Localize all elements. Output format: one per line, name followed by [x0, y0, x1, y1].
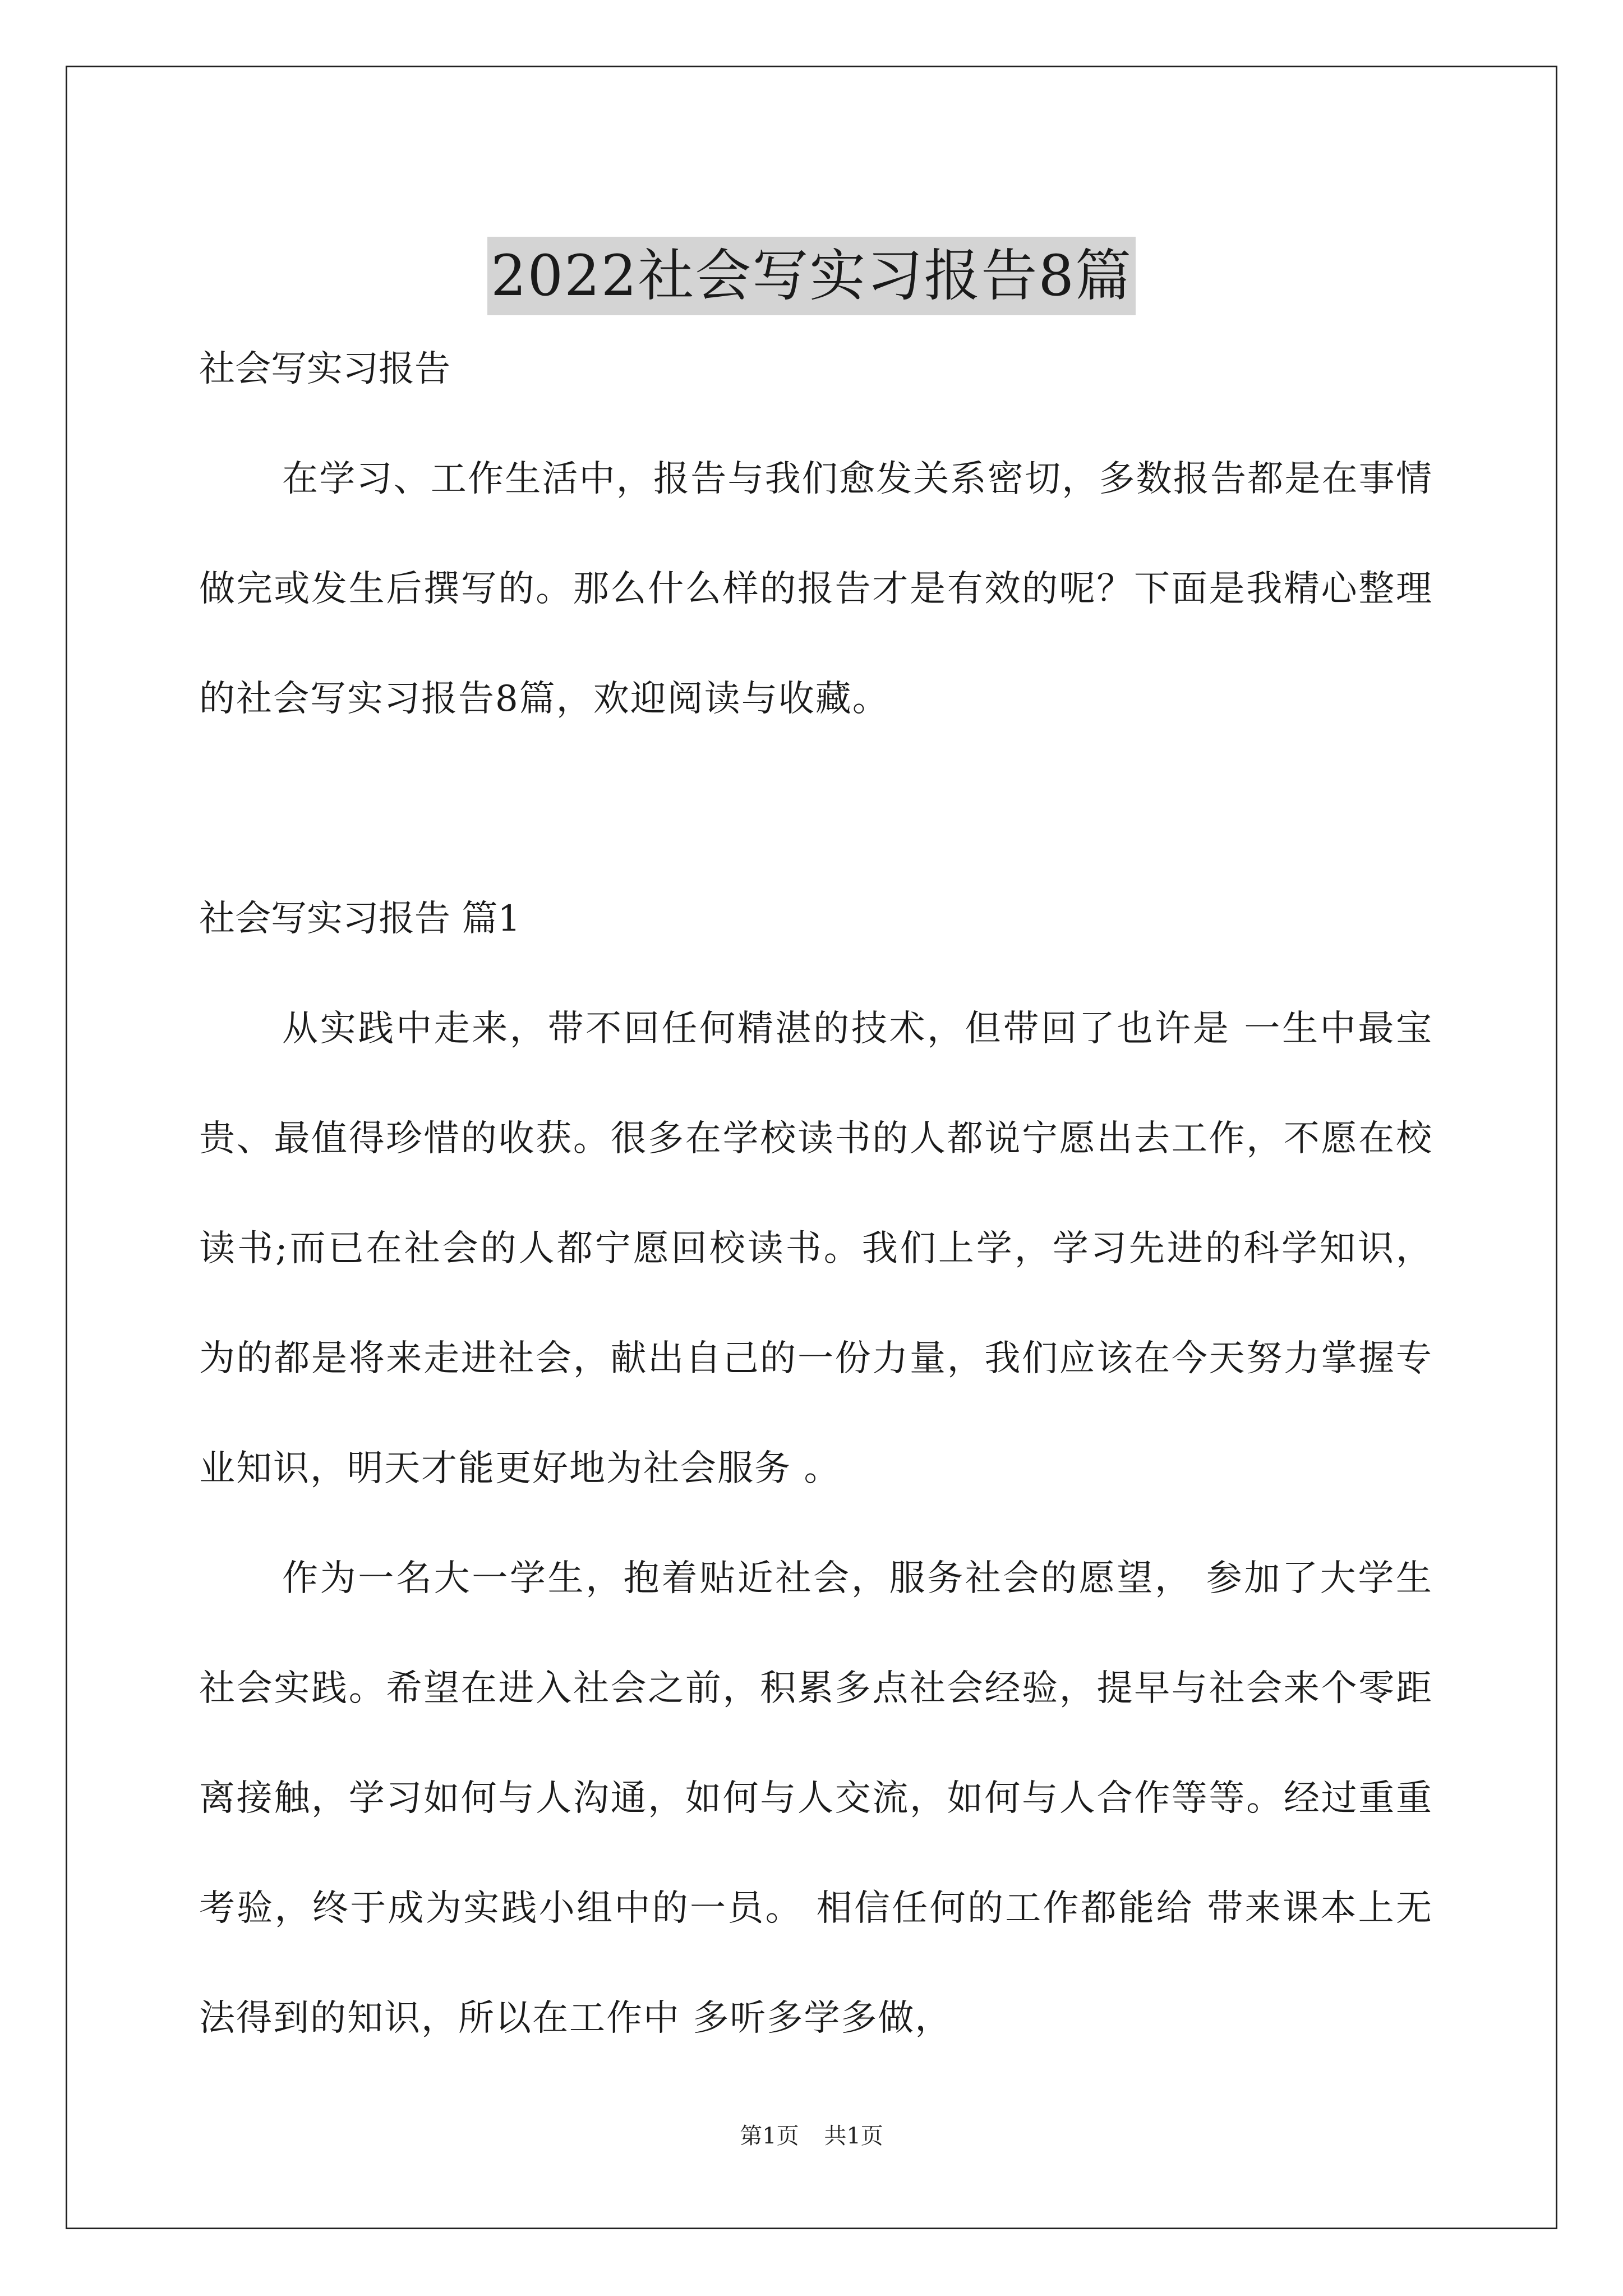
- intro-paragraph: 在学习、工作生活中，报告与我们愈发关系密切，多数报告都是在事情做完或发生后撰写的。那么什么样的报告才是有效的呢？下面是我精心整理的社会写实习报告8篇，欢迎阅读与收藏。: [199, 458, 1433, 720]
- page-total: 共1页: [824, 2123, 883, 2149]
- section1-paragraph-2: 作为一名大一学生，抱着贴近社会，服务社会的愿望， 参加了大学生社会实践。希望在进入社会之前，积累多点社会经验，提早与社会来个零距离接触，学习如何与人沟通，如何与人交流，如何与人合作等等。经过重重考验，终于成为实践小组中的一员。 相信任何的工作都能给 带来课本上无法得到的知识，所以在工作中 多听多学多做，: [199, 1558, 1433, 2039]
- section-spacer: [199, 754, 1433, 864]
- document-body: [199, 314, 1433, 2073]
- section1-heading: 社会写实习报告 篇1: [199, 898, 521, 940]
- section1-paragraph-1: 从实践中走来，带不回任何精湛的技术，但带回了也许是 一生中最宝贵、最值得珍惜的收获。很多在学校读书的人都说宁愿出去工作，不愿在校读书;而已在社会的人都宁愿回校读书。我们上学，学习先进的科学知识，为的都是将来走进社会，献出自己的一份力量，我们应该在今天努力掌握专业知识，明天才能更好地为社会服务 。: [199, 1008, 1433, 1489]
- intro-heading: 社会写实习报告: [199, 348, 450, 390]
- document-title: 2022社会写实习报告8篇: [487, 237, 1136, 315]
- page-number: 第1页: [740, 2123, 799, 2149]
- page-footer: [0, 2119, 1623, 2153]
